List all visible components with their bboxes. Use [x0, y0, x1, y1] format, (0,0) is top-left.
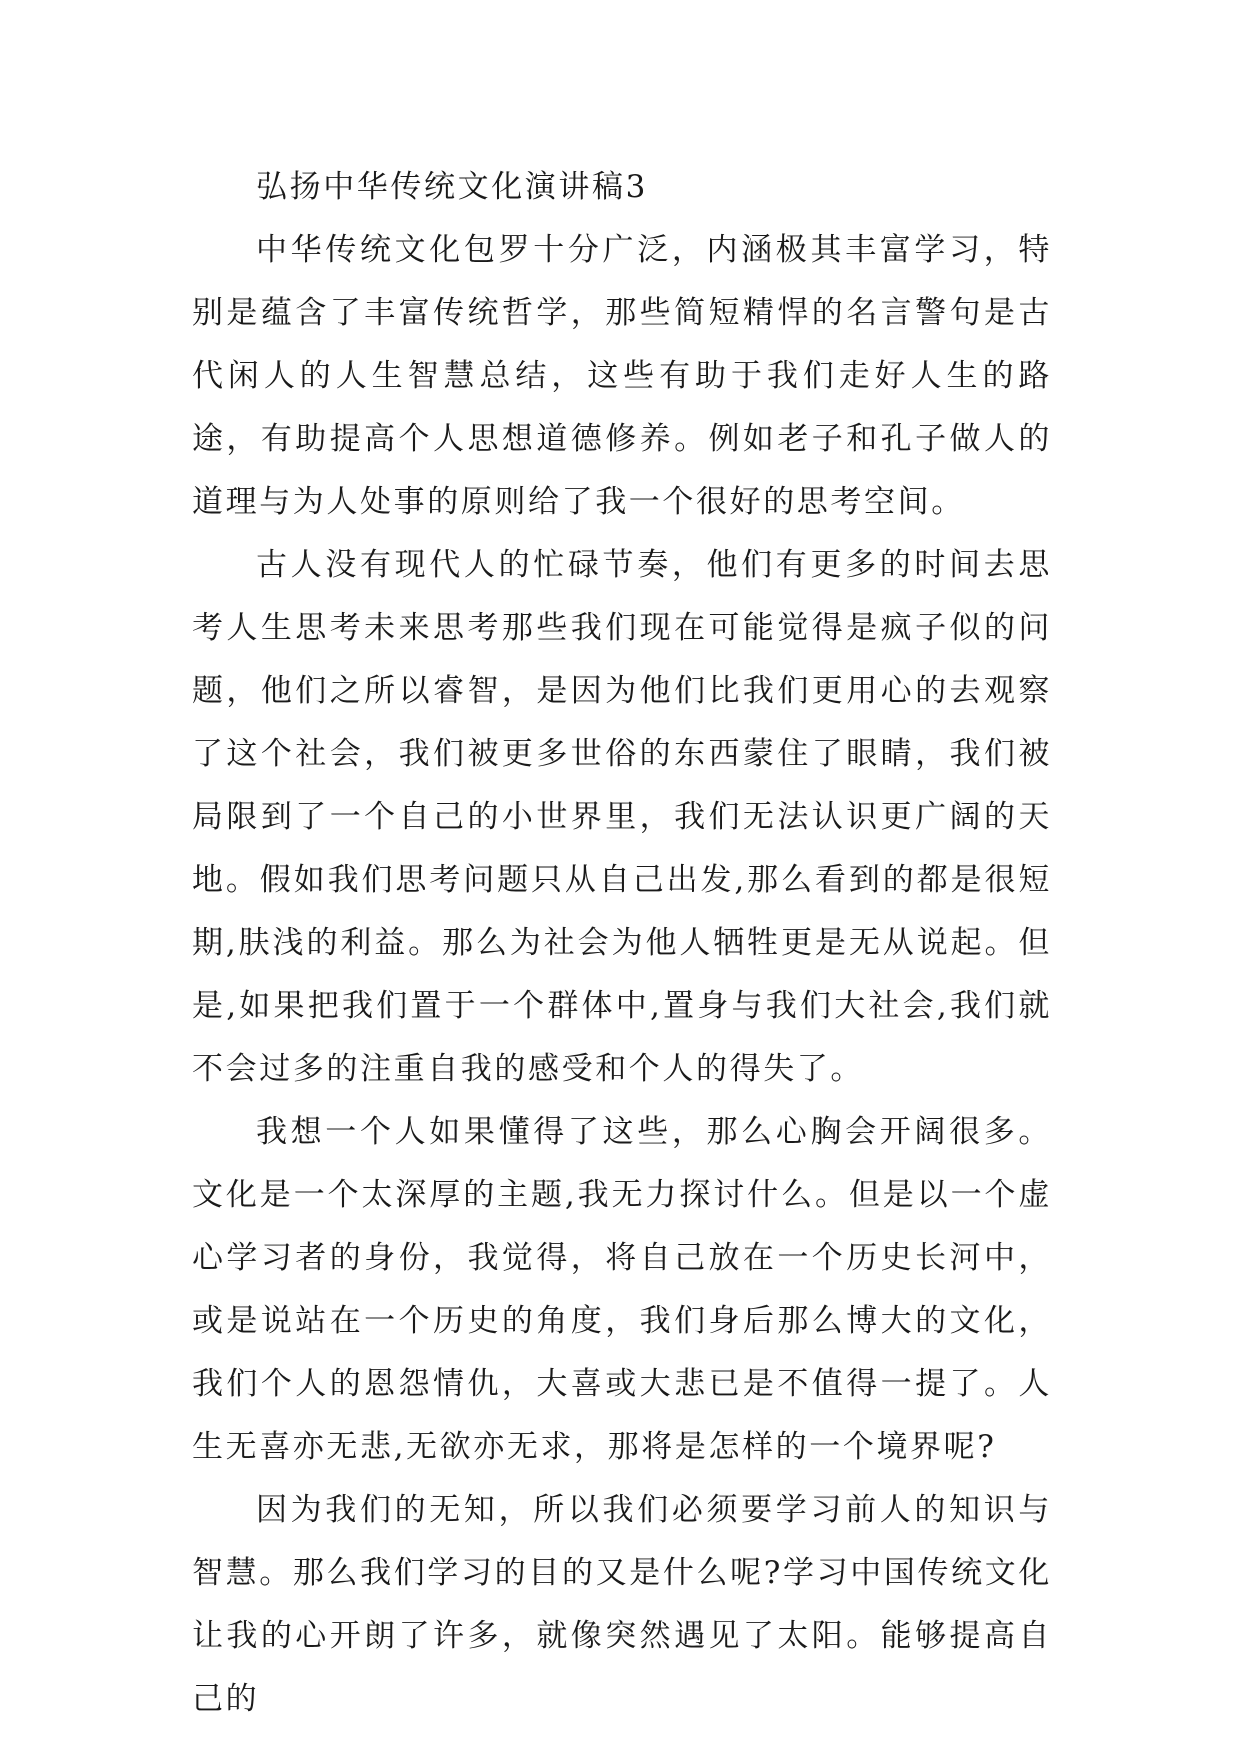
- paragraph-3: 我想一个人如果懂得了这些，那么心胸会开阔很多。文化是一个太深厚的主题,我无力探讨什么。但是以一个虚心学习者的身份，我觉得，将自己放在一个历史长河中，或是说站在一个历史的角度，我们身后那么博大的文化，我们个人的恩怨情仇，大喜或大悲已是不值得一提了。人生无喜亦无悲,无欲亦无求，那将是怎样的一个境界呢?: [192, 1114, 1052, 1465]
- paragraph-1: 中华传统文化包罗十分广泛，内涵极其丰富学习，特别是蕴含了丰富传统哲学，那些简短精悍的名言警句是古代闲人的人生智慧总结，这些有助于我们走好人生的路途，有助提高个人思想道德修养。例如老子和孔子做人的道理与为人处事的原则给了我一个很好的思考空间。: [192, 232, 1052, 520]
- paragraph-2: 古人没有现代人的忙碌节奏，他们有更多的时间去思考人生思考未来思考那些我们现在可能觉得是疯子似的问题，他们之所以睿智，是因为他们比我们更用心的去观察了这个社会，我们被更多世俗的东西蒙住了眼睛，我们被局限到了一个自己的小世界里，我们无法认识更广阔的天地。假如我们思考问题只从自己出发,那么看到的都是很短期,肤浅的利益。那么为社会为他人牺牲更是无从说起。但是,如果把我们置于一个群体中,置身与我们大社会,我们就不会过多的注重自我的感受和个人的得失了。: [192, 547, 1052, 1087]
- document-body: [192, 156, 1052, 1731]
- document-title: 弘扬中华传统文化演讲稿3: [256, 169, 648, 205]
- paragraph-4: 因为我们的无知，所以我们必须要学习前人的知识与智慧。那么我们学习的目的又是什么呢?学习中国传统文化让我的心开朗了许多，就像突然遇见了太阳。能够提高自己的: [192, 1492, 1052, 1717]
